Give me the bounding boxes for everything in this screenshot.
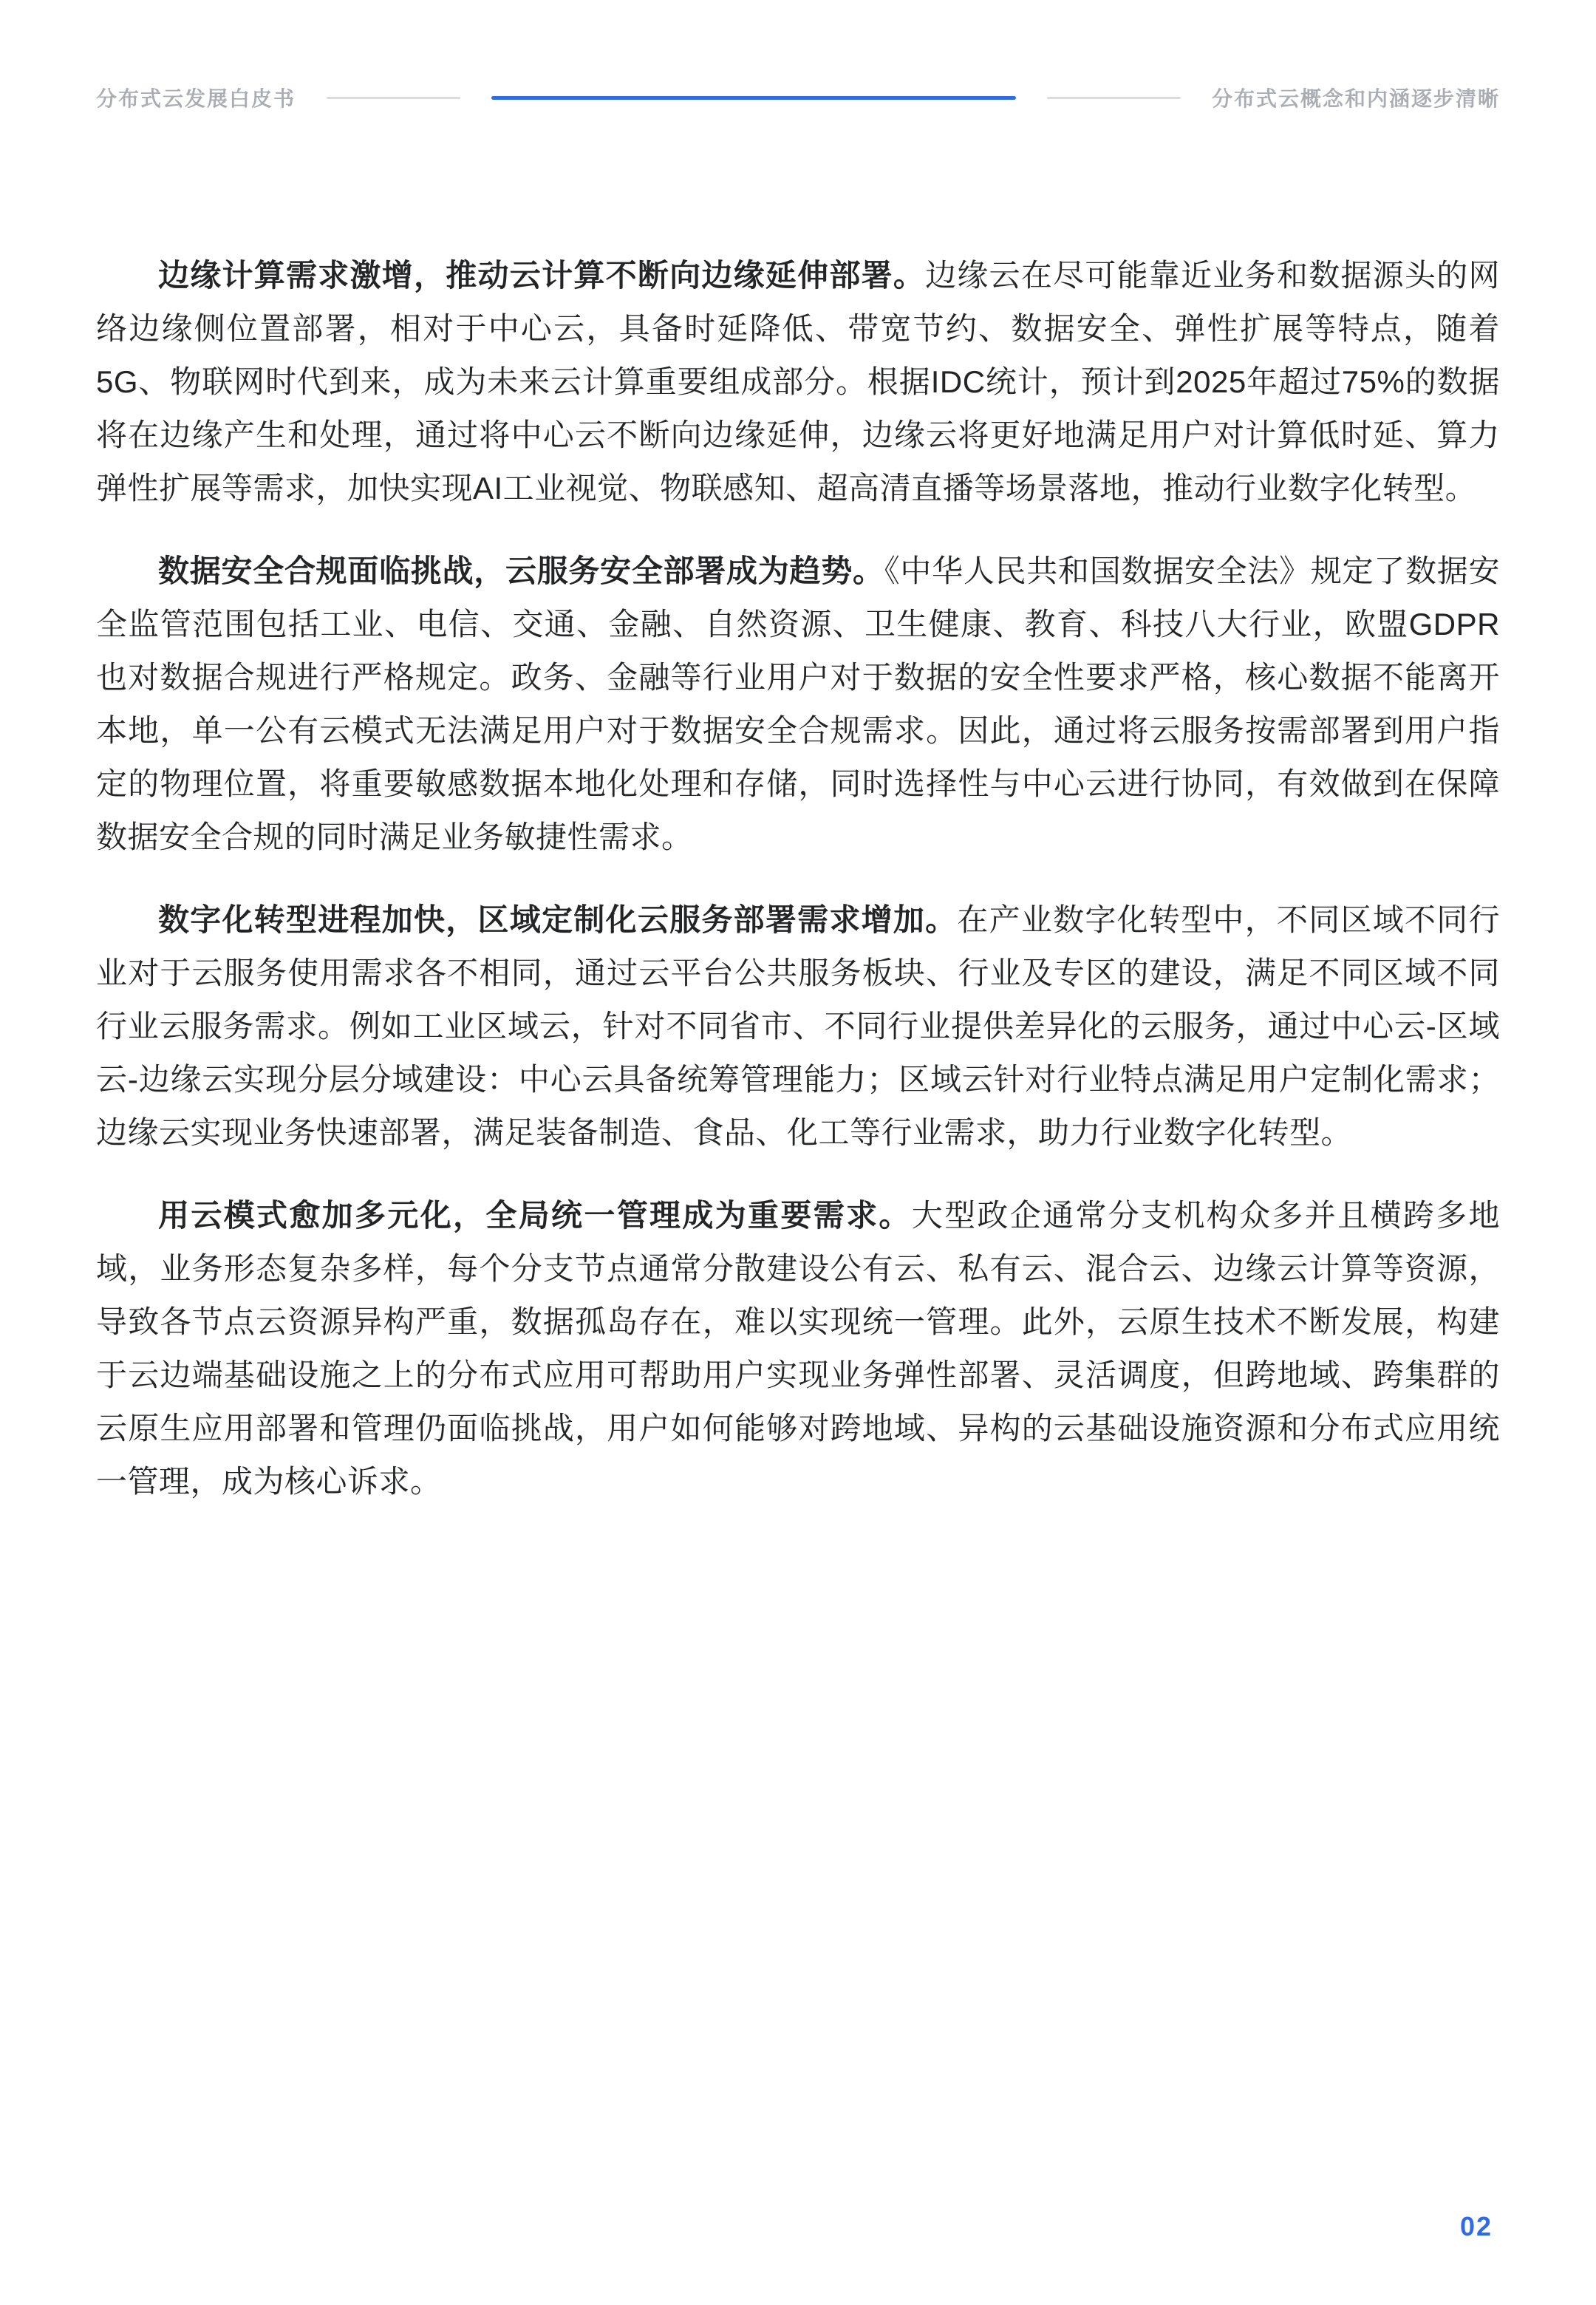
page-header bbox=[0, 83, 1596, 112]
page-content bbox=[0, 112, 1596, 1508]
header-divider-right bbox=[1047, 97, 1181, 99]
paragraph-lead: 数字化转型进程加快，区域定制化云服务部署需求增加。 bbox=[158, 902, 958, 937]
header-divider-left bbox=[327, 97, 460, 99]
paragraph-edge-computing bbox=[96, 249, 1500, 515]
paragraph-unified-management bbox=[96, 1189, 1500, 1508]
paragraph-data-security bbox=[96, 545, 1500, 864]
paragraph-body: 边缘云在尽可能靠近业务和数据源头的网络边缘侧位置部署，相对于中心云，具备时延降低、带宽节约、数据安全、弹性扩展等特点，随着5G、物联网时代到来，成为未来云计算重要组成部分。根据IDC统计，预计到2025年超过75%的数据将在边缘产生和处理，通过将中心云不断向边缘延伸，边缘云将更好地满足用户对计算低时延、算力弹性扩展等需求，加快实现AI工业视觉、物联感知、超高清直播等场景落地，推动行业数字化转型。 bbox=[96, 258, 1500, 505]
paragraph-lead: 边缘计算需求激增，推动云计算不断向边缘延伸部署。 bbox=[158, 258, 926, 293]
page-number: 02 bbox=[1459, 2211, 1493, 2241]
paragraph-body: 《中华人民共和国数据安全法》规定了数据安全监管范围包括工业、电信、交通、金融、自然资源、卫生健康、教育、科技八大行业，欧盟GDPR也对数据合规进行严格规定。政务、金融等行业用户对于数据的安全性要求严格，核心数据不能离开本地，单一公有云模式无法满足用户对于数据安全合规需求。因此，通过将云服务按需部署到用户指定的物理位置，将重要敏感数据本地化处理和存储，同时选择性与中心云进行协同，有效做到在保障数据安全合规的同时满足业务敏捷性需求。 bbox=[96, 554, 1500, 854]
header-left-label: 分布式云发展白皮书 bbox=[96, 87, 296, 110]
paragraph-lead: 用云模式愈加多元化，全局统一管理成为重要需求。 bbox=[158, 1198, 912, 1233]
paragraph-lead: 数据安全合规面临挑战，云服务安全部署成为趋势。 bbox=[158, 554, 884, 588]
paragraph-regional-customization bbox=[96, 893, 1500, 1160]
header-divider-accent bbox=[491, 96, 1016, 100]
paragraph-body: 在产业数字化转型中，不同区域不同行业对于云服务使用需求各不相同，通过云平台公共服务板块、行业及专区的建设，满足不同区域不同行业云服务需求。例如工业区域云，针对不同省市、不同行业提供差异化的云服务，通过中心云-区域云-边缘云实现分层分域建设：中心云具备统筹管理能力；区域云针对行业特点满足用户定制化需求；边缘云实现业务快速部署，满足装备制造、食品、化工等行业需求，助力行业数字化转型。 bbox=[96, 902, 1500, 1150]
paragraph-body: 大型政企通常分支机构众多并且横跨多地域，业务形态复杂多样，每个分支节点通常分散建设公有云、私有云、混合云、边缘云计算等资源，导致各节点云资源异构严重，数据孤岛存在，难以实现统一管理。此外，云原生技术不断发展，构建于云边端基础设施之上的分布式应用可帮助用户实现业务弹性部署、灵活调度，但跨地域、跨集群的云原生应用部署和管理仍面临挑战，用户如何能够对跨地域、异构的云基础设施资源和分布式应用统一管理，成为核心诉求。 bbox=[96, 1198, 1500, 1499]
header-right-label: 分布式云概念和内涵逐步清晰 bbox=[1211, 87, 1500, 110]
